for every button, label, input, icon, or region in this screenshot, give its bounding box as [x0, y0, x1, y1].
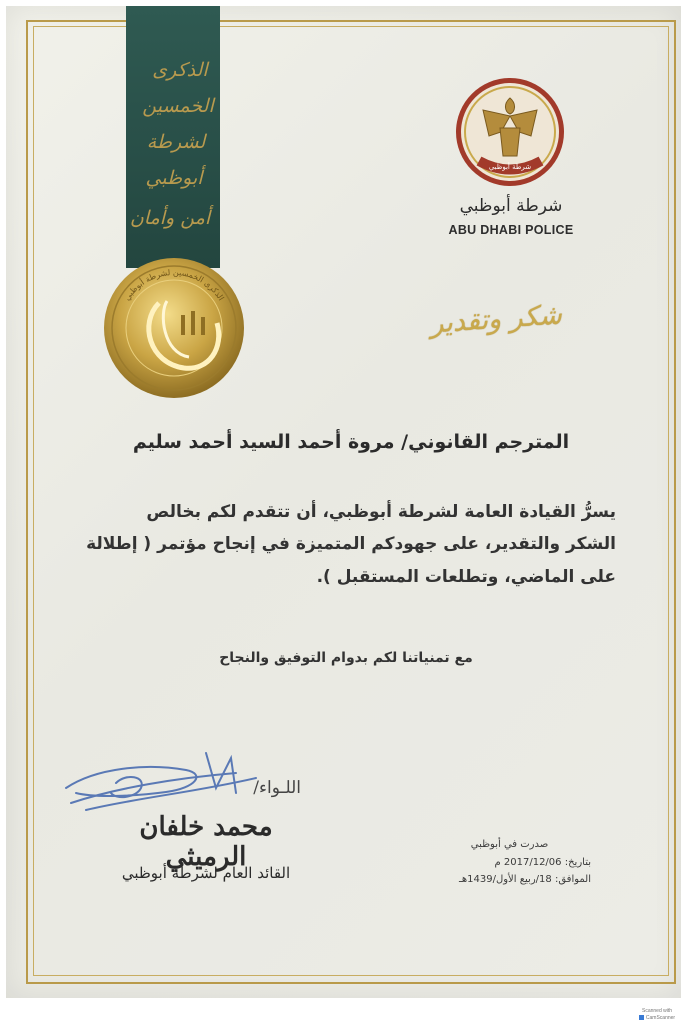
certificate-title: شكر وتقدير [429, 299, 563, 340]
golden-seal-icon [99, 253, 249, 403]
issue-date-gregorian: بتاريخ: 2017/12/06 م [494, 856, 591, 868]
abu-dhabi-police-logo-icon [453, 76, 568, 188]
signatory-title: القائد العام لشرطة أبوظبي [121, 864, 291, 882]
ribbon-calligraphy [126, 6, 220, 268]
ribbon-line-5: أمن وأمان [129, 207, 211, 229]
ribbon-line-3: لشرطة [146, 131, 206, 153]
seal-caption: الذكرى الخمسين لشرطة أبوظبي [122, 267, 226, 303]
police-name-arabic: شرطة أبوظبي [459, 196, 563, 216]
certificate-body [76, 496, 616, 593]
scanner-brand: CamScanner [645, 1014, 676, 1021]
ribbon-line-2: الخمسين [142, 95, 214, 117]
signatory-rank: اللـواء/ [253, 778, 301, 798]
recipient-name: المترجم القانوني/ مروة أحمد السيد أحمد سليم [132, 431, 570, 453]
police-name-english: ABU DHABI POLICE [448, 223, 574, 237]
body-line-2: الشكر والتقدير، على جهودكم المتميزة في إنجاح مؤتمر ( إطلالة [86, 534, 616, 555]
body-line-3: على الماضي، وتطلعات المستقبل ). [316, 566, 616, 587]
ribbon-line-1: الذكرى [152, 59, 208, 81]
issue-date-hijri: الموافق: 18/ربيع الأول/1439هـ [458, 874, 591, 885]
issue-place: صدرت في أبوظبي [470, 839, 549, 850]
certificate-paper [6, 6, 681, 998]
signatory-name: محمد خلفان الرميثي [139, 812, 273, 872]
ribbon-line-4: أبوظبي [145, 167, 203, 189]
wishes-line: مع تمنياتنا لكم بدوام التوفيق والنجاح [219, 650, 473, 666]
camscanner-watermark [630, 1008, 684, 1021]
scanner-caption: Scanned with [641, 1008, 673, 1014]
body-line-1: يسرُّ القيادة العامة لشرطة أبوظبي، أن تتقدم لكم بخالص [146, 502, 616, 522]
logo-ribbon-text: شرطة أبوظبي [488, 163, 532, 171]
issue-details [446, 836, 591, 889]
anniversary-ribbon [126, 6, 220, 268]
camscanner-icon [639, 1015, 644, 1020]
